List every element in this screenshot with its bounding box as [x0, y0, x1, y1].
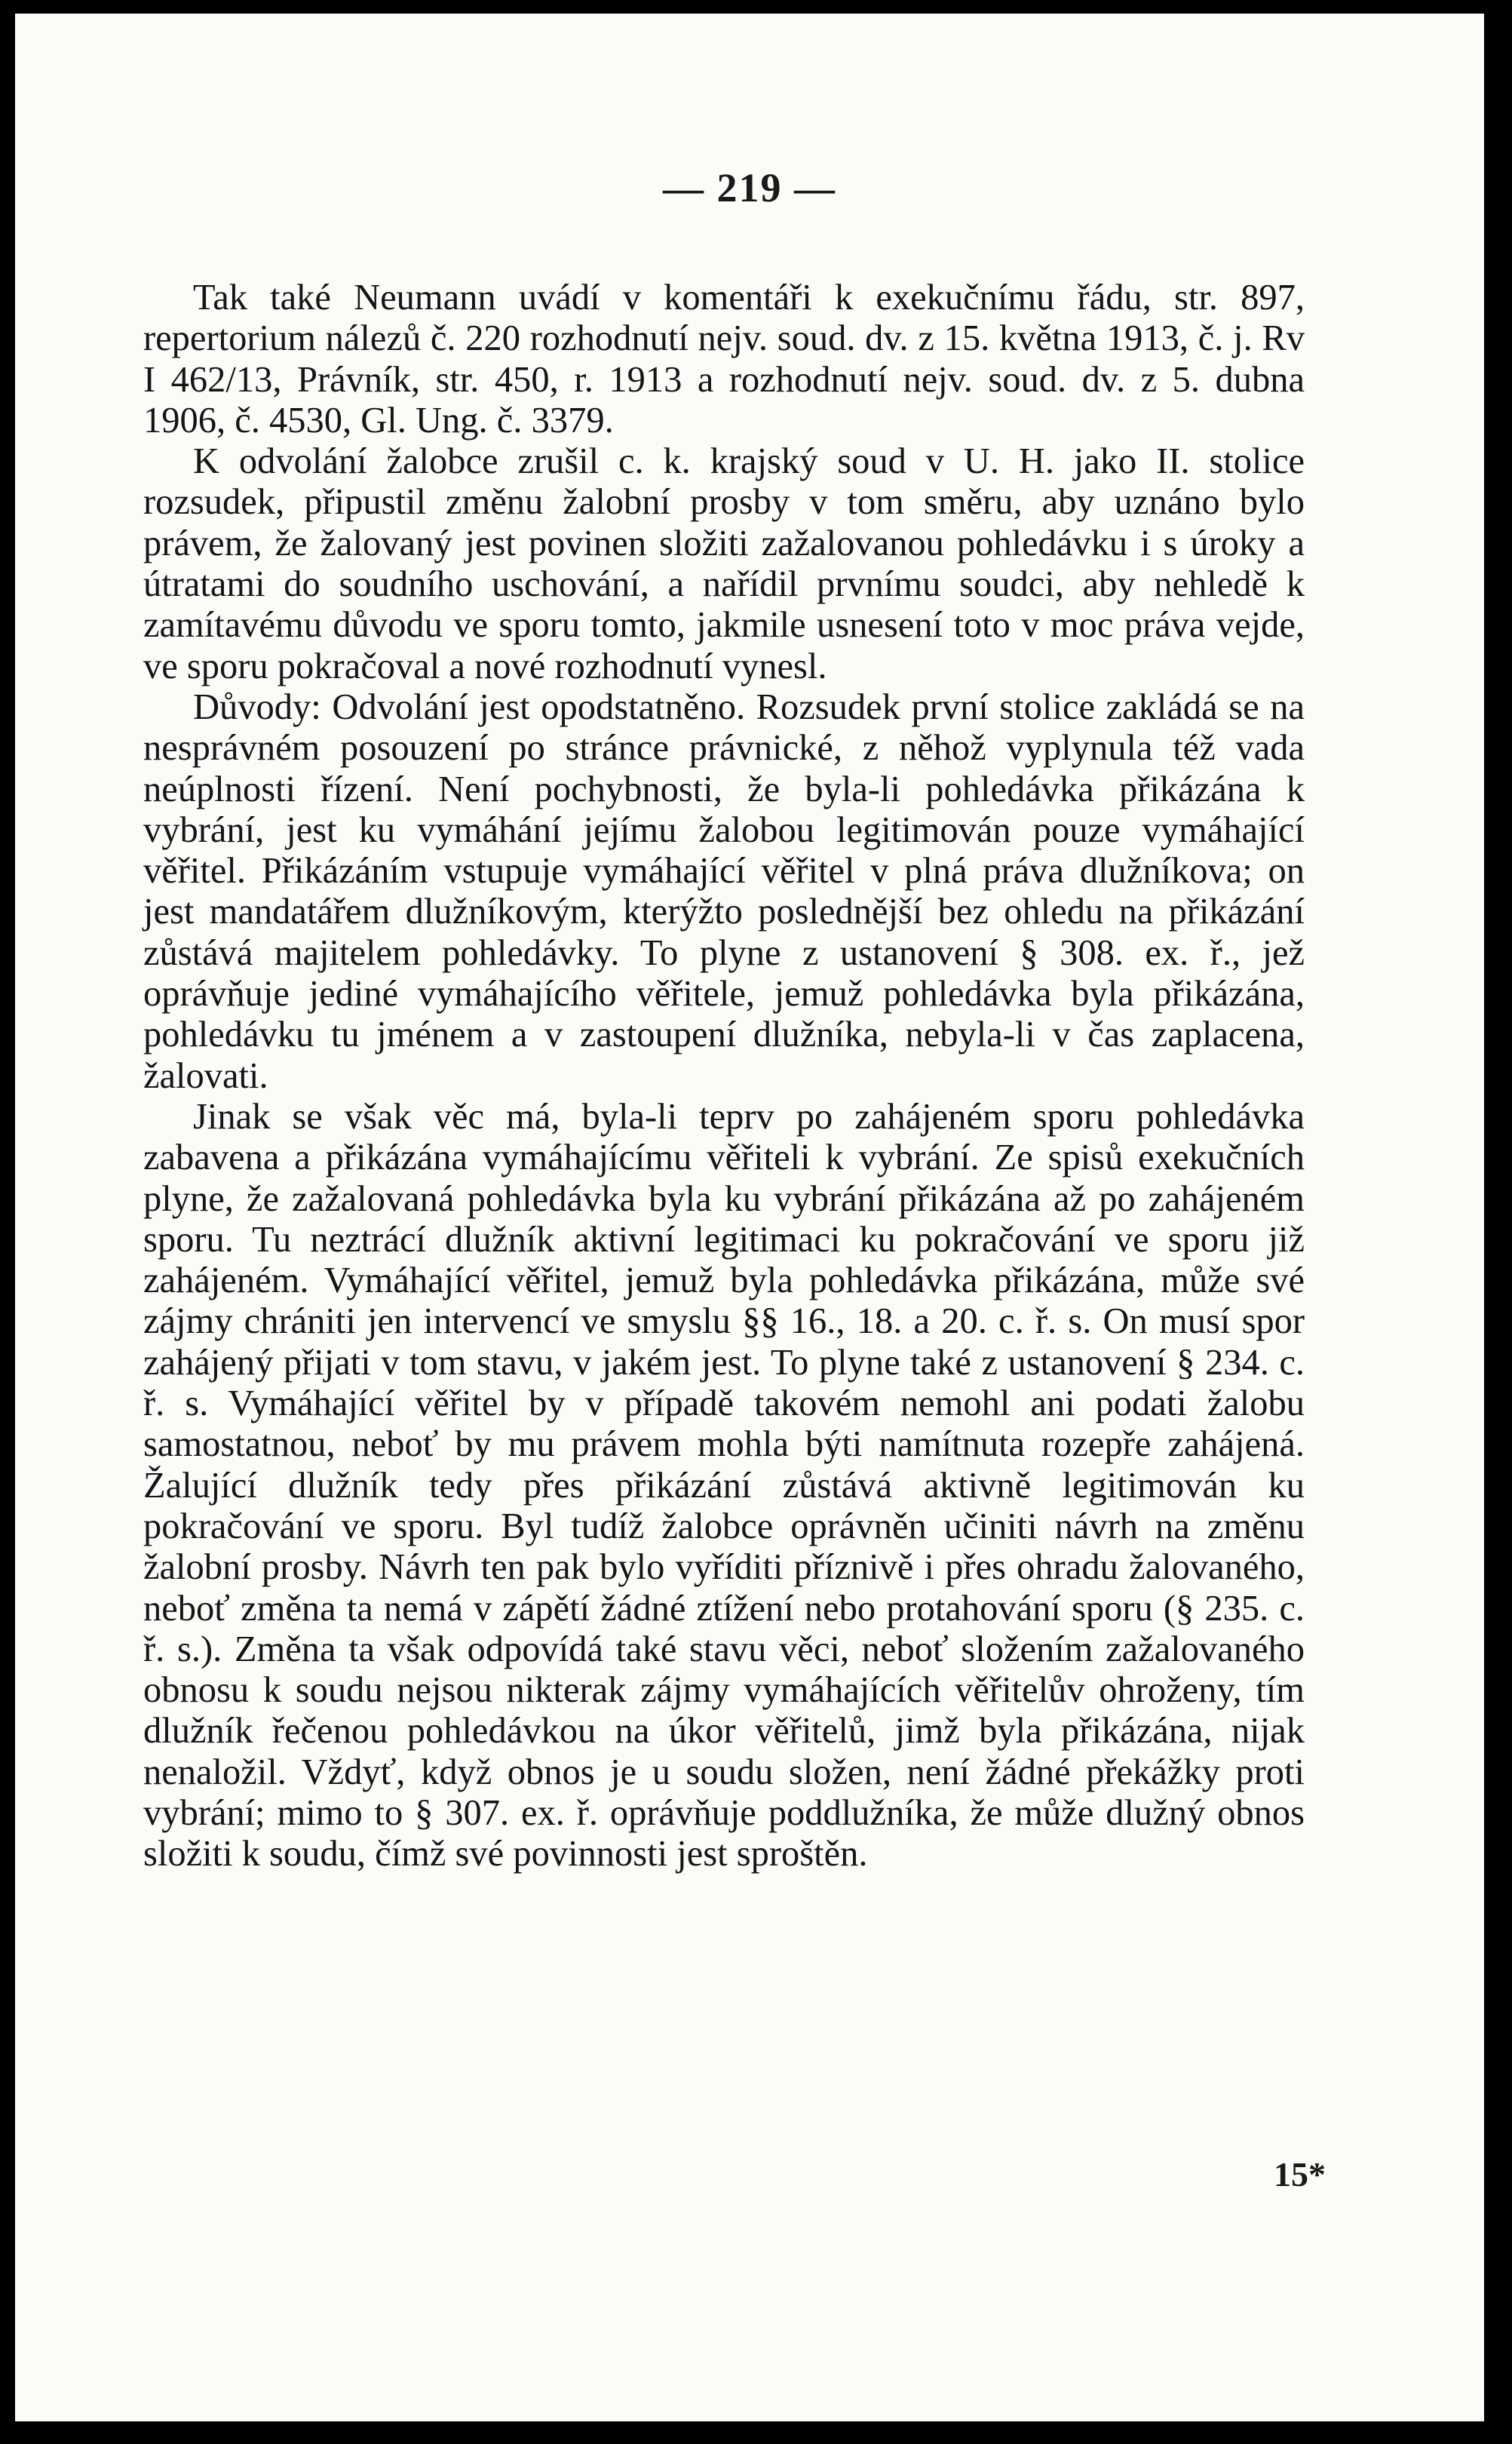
paragraph-3: Důvody: Odvolání jest opodstatněno. Rozsudek první stolice zakládá se na nesprávném posouzení po stránce právnické, z něhož vyplynula též vada neúplnosti řízení. Není pochybnosti, že byla-li pohledávka přikázána k vybrání, jest ku vymáhání jejímu žalobou legitimován pouze vymáhající věřitel. Přikázáním vstupuje vymáhající věřitel v plná práva dlužníkova; on jest mandatářem dlužníkovým, kterýžto poslednější bez ohledu na přikázání zůstává majitelem pohledávky. To plyne z ustanovení § 308. ex. ř., jež oprávňuje jediné vymáhajícího věřitele, jemuž pohledávka byla přikázána, pohledávku tu jménem a v zastoupení dlužníka, nebyla-li v čas zaplacena, žalovati. [143, 686, 1305, 1096]
page-number-header: — 219 — [663, 165, 836, 210]
paragraph-4: Jinak se však věc má, byla-li teprv po zahájeném sporu pohledávka zabavena a přikázána vymáhajícímu věřiteli k vybrání. Ze spisů exekučních plyne, že zažalovaná pohledávka byla ku vybrání přikázána až po zahájeném sporu. Tu neztrácí dlužník aktivní legitimaci ku pokračování ve sporu již zahájeném. Vymáhající věřitel, jemuž byla pohledávka přikázána, může své zájmy chrániti jen intervencí ve smyslu §§ 16., 18. a 20. c. ř. s. On musí spor zahájený přijati v tom stavu, v jakém jest. To plyne také z ustanovení § 234. c. ř. s. Vymáhající věřitel by v případě takovém nemohl ani podati žalobu samostatnou, neboť by mu právem mohla býti namítnuta rozepře zahájená. Žalující dlužník tedy přes přikázání zůstává aktivně legitimován ku pokračování ve sporu. Byl tudíž žalobce oprávněn učiniti návrh na změnu žalobní prosby. Návrh ten pak bylo vyříditi příznivě i přes ohradu žalovaného, neboť změna ta nemá v zápětí žádné ztížení nebo protahování sporu (§ 235. c. ř. s.). Změna ta však odpovídá také stavu věci, neboť složením zažalovaného obnosu k soudu nejsou nikterak zájmy vymáhajících věřitelův ohroženy, tím dlužník řečenou pohledávkou na úkor věřitelů, jimž byla přikázána, nijak nenaložil. Vždyť, když obnos je u soudu složen, není žádné překážky proti vybrání; mimo to § 307. ex. ř. oprávňuje poddlužníka, že může dlužný obnos složiti k soudu, čímž své povinnosti jest sproštěn. [143, 1096, 1305, 1874]
printer-signature: 15* [1274, 2155, 1326, 2194]
book-page [15, 14, 1484, 2421]
paragraph-2: K odvolání žalobce zrušil c. k. krajský soud v U. H. jako II. stolice rozsudek, připustil změnu žalobní prosby v tom směru, aby uznáno bylo právem, že žalovaný jest povinen složiti zažalovanou pohledávku i s úroky a útratami do soudního uschování, a nařídil prvnímu soudci, aby nehledě k zamítavému důvodu ve sporu tomto, jakmile usnesení toto v moc práva vejde, ve sporu pokračoval a nové rozhodnutí vynesl. [143, 441, 1305, 686]
body-text [143, 278, 1305, 1875]
paragraph-1: Tak také Neumann uvádí v komentáři k exekučnímu řádu, str. 897, repertorium nálezů č. 220 rozhodnutí nejv. soud. dv. z 15. května 1913, č. j. Rv I 462/13, Právník, str. 450, r. 1913 a rozhodnutí nejv. soud. dv. z 5. dubna 1906, č. 4530, Gl. Ung. č. 3379. [143, 278, 1305, 441]
